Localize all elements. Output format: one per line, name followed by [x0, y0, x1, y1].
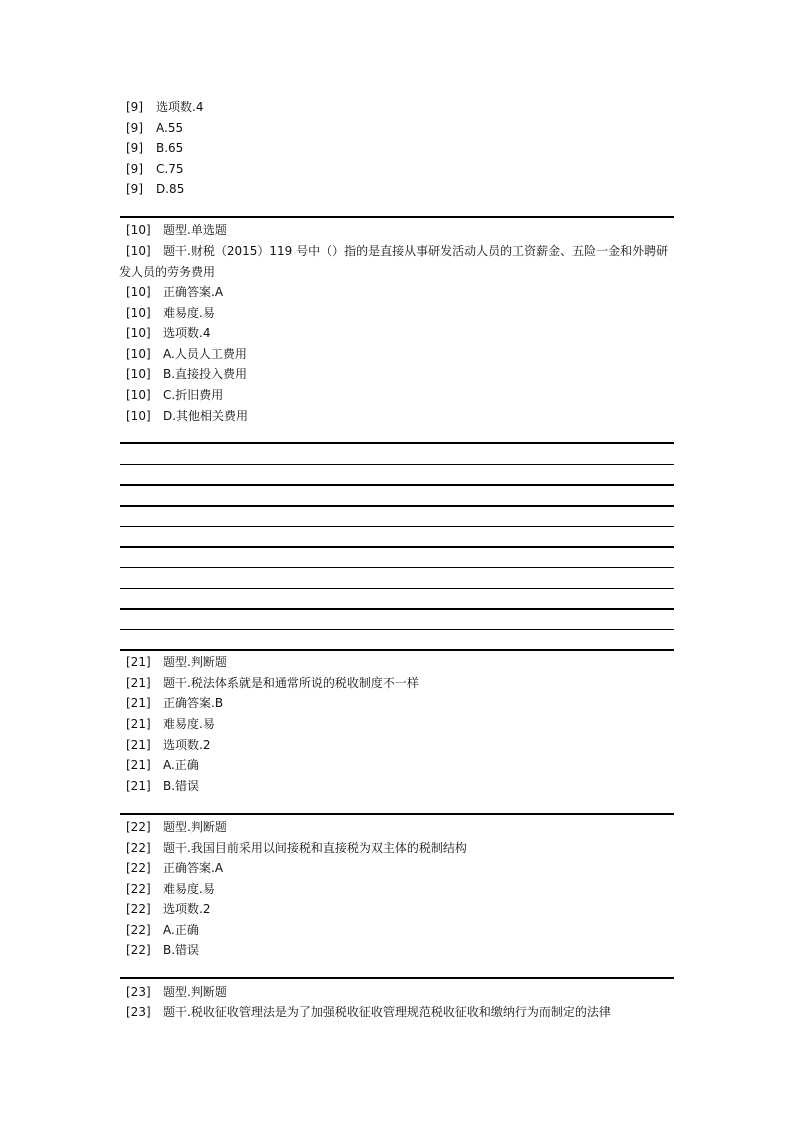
divider	[120, 464, 674, 465]
divider	[120, 216, 674, 218]
q22-line-stem: [22] 题干.我国目前采用以间接税和直接税为双主体的税制结构	[126, 841, 467, 855]
q22-line-difficulty: [22] 难易度.易	[126, 882, 215, 896]
q21-line-option-a: [21] A.正确	[126, 758, 199, 772]
divider	[120, 977, 674, 979]
divider	[120, 588, 674, 589]
q10-line-answer: [10] 正确答案.A	[126, 285, 224, 299]
q9-line-option-b: [9] B.65	[126, 141, 184, 155]
divider	[120, 608, 674, 610]
q9-line-option-c: [9] C.75	[126, 162, 184, 176]
q9-line-option-a: [9] A.55	[126, 121, 184, 135]
divider	[120, 649, 674, 651]
q10-line-stem: [10] 题干.财税（2015）119 号中（）指的是直接从事研发活动人员的工资薪金、五险一金和外聘研	[126, 244, 669, 258]
divider	[120, 629, 674, 630]
divider	[120, 484, 674, 486]
q21-line-answer: [21] 正确答案.B	[126, 696, 224, 710]
q9-line-option-count: [9] 选项数.4	[126, 100, 204, 114]
q9-line-option-d: [9] D.85	[126, 182, 185, 196]
divider	[120, 505, 674, 507]
q22-line-option-b: [22] B.错误	[126, 943, 200, 957]
divider	[120, 546, 674, 548]
q10-line-option-d: [10] D.其他相关费用	[126, 409, 249, 423]
q22-line-answer: [22] 正确答案.A	[126, 861, 224, 875]
q21-line-type: [21] 题型.判断题	[126, 655, 227, 669]
q10-line-type: [10] 题型.单选题	[126, 223, 227, 237]
q10-line-stem-continued: 发人员的劳务费用	[119, 265, 216, 279]
q10-line-option-count: [10] 选项数.4	[126, 326, 211, 340]
q21-line-option-b: [21] B.错误	[126, 779, 200, 793]
q23-line-type: [23] 题型.判断题	[126, 985, 227, 999]
q23-line-stem: [23] 题干.税收征收管理法是为了加强税收征收管理规范税收征收和缴纳行为而制定的法律	[126, 1005, 611, 1019]
q10-line-difficulty: [10] 难易度.易	[126, 306, 215, 320]
divider	[120, 567, 674, 568]
q21-line-option-count: [21] 选项数.2	[126, 738, 211, 752]
q21-line-difficulty: [21] 难易度.易	[126, 717, 215, 731]
q10-line-option-a: [10] A.人员人工费用	[126, 347, 247, 361]
divider	[120, 442, 674, 444]
q10-line-option-b: [10] B.直接投入费用	[126, 367, 248, 381]
q10-line-option-c: [10] C.折旧费用	[126, 388, 224, 402]
q22-line-option-a: [22] A.正确	[126, 923, 199, 937]
q22-line-option-count: [22] 选项数.2	[126, 902, 211, 916]
q21-line-stem: [21] 题干.税法体系就是和通常所说的税收制度不一样	[126, 676, 419, 690]
divider	[120, 813, 674, 815]
q22-line-type: [22] 题型.判断题	[126, 820, 227, 834]
divider	[120, 526, 674, 527]
